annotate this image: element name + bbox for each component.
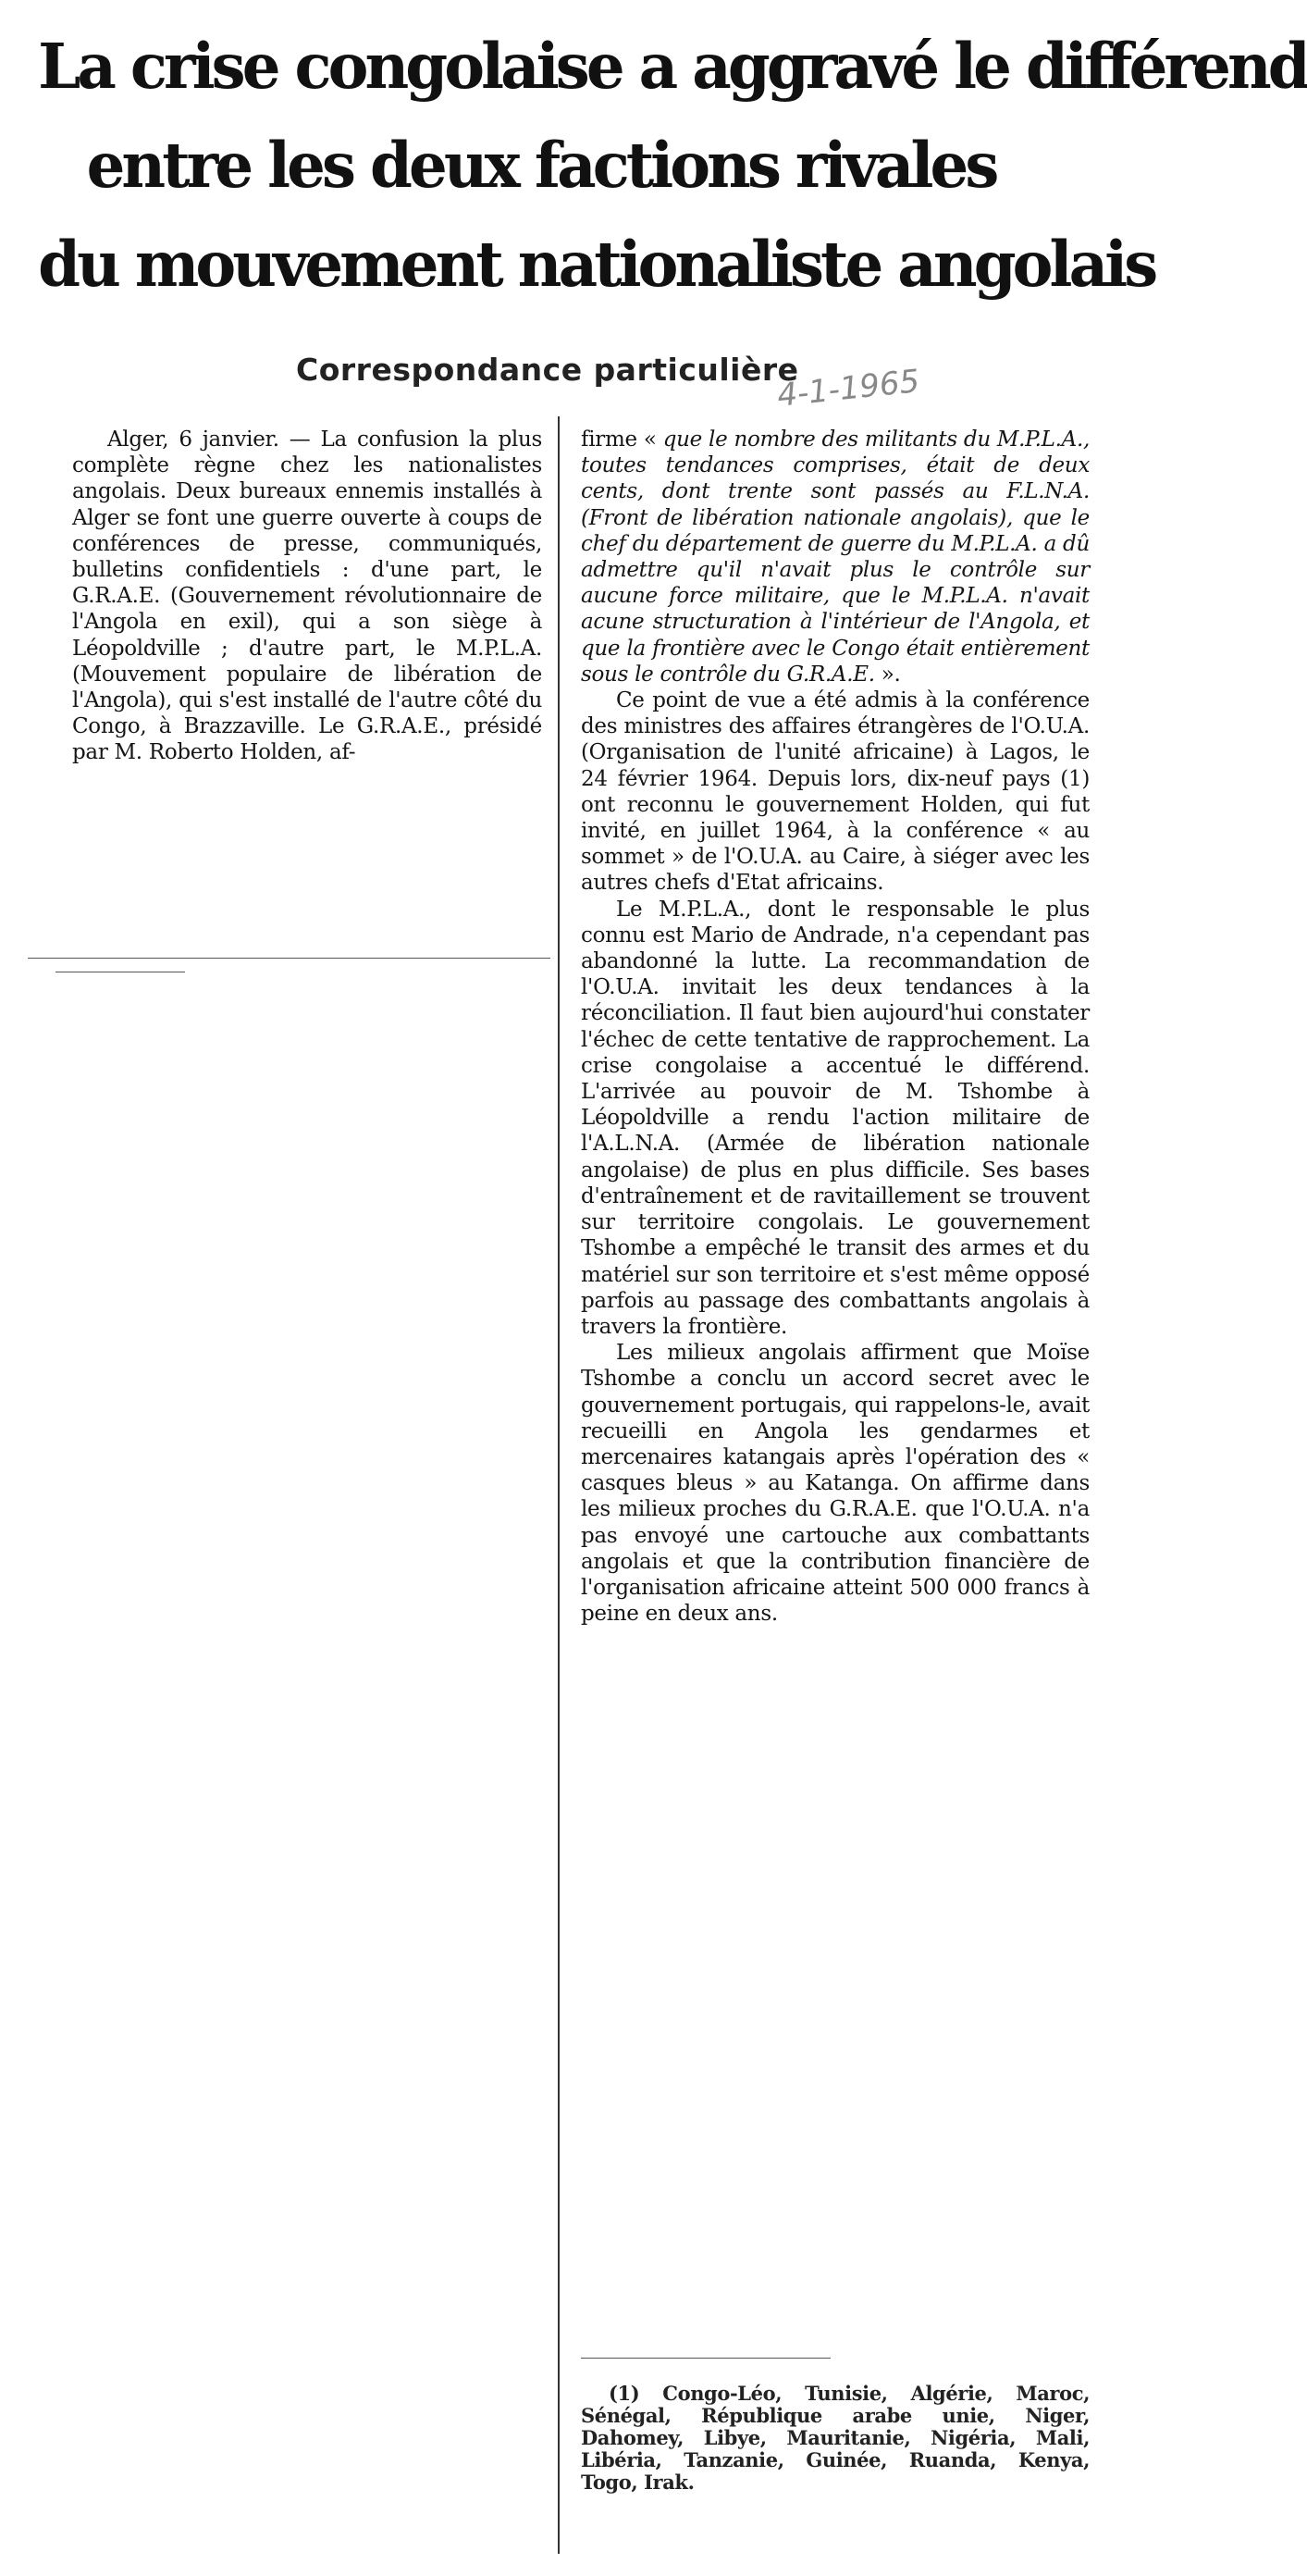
footnote-rule (581, 2358, 831, 2359)
footnote (581, 2383, 1090, 2494)
quoted-statement: que le nombre des militants du M.P.L.A., toutes tendances comprises, était de deux cents, dont trente sont passés au F.L.N.A. (Front de libération nationale angolais), que le chef du département de guerre du M.P.L.A. a dû admettre qu'il n'avait plus le contrôle sur aucune force militaire, que le M.P.L.A. n'avait acune structuration à l'intérieur de l'Angola, et que la frontière avec le Congo était entièrement sous le contrôle du G.R.A.E. (581, 427, 1091, 687)
headline-line-2: entre les deux factions rivales (86, 129, 996, 202)
column-divider (558, 416, 560, 2554)
byline: Correspondance particulière (296, 352, 799, 388)
left-column-end-rule (28, 958, 550, 959)
footnote-text: (1) Congo-Léo, Tunisie, Algérie, Maroc, Sénégal, République arabe unie, Niger, Dahomey, Libye, Mauritanie, Nigéria, Mali, Libéria, Tanzanie, Guinée, Ruanda, Kenya, Togo, Irak. (581, 2382, 1090, 2494)
headline-line-1: La crise congolaise a aggravé le différend (38, 30, 1307, 103)
right-paragraph-3: Le M.P.L.A., dont le responsable le plus connu est Mario de Andrade, n'a cependant pas abandonné la lutte. La recommandation de l'O.U.A. invitait les deux tendances à la réconciliation. Il faut bien aujourd'hui constater l'échec de cette tentative de rapprochement. La crise congolaise a accentué le différend. L'arrivée au pouvoir de M. Tshombe à Léopoldville a rendu l'action militaire de l'A.L.N.A. (Armée de libération nationale angolaise) de plus en plus difficile. Ses bases d'entraînement et de ravitaillement se trouvent sur territoire congolais. Le gouvernement Tshombe a empêché le transit des armes et du matériel sur son territoire et s'est même opposé parfois au passage des combattants angolais à travers la frontière. (581, 897, 1090, 1339)
headline-line-3: du mouvement nationaliste angolais (38, 228, 1155, 301)
right-paragraph-4: Les milieux angolais affirment que Moïse Tshombe a conclu un accord secret avec le gouvernement portugais, qui rappelons-le, avait recueilli en Angola les gendarmes et mercenaires katangais après l'opération des « casques bleus » au Katanga. On affirme dans les milieux proches du G.R.A.E. que l'O.U.A. n'a pas envoyé une cartouche aux combattants angolais et que la contribution financière de l'organisation africaine atteint 500 000 francs à peine en deux ans. (581, 1341, 1090, 1627)
left-column (72, 427, 542, 766)
left-paragraph-1: Alger, 6 janvier. — La confusion la plus complète règne chez les nationalistes angolais. Deux bureaux ennemis installés à Alger se font une guerre ouverte à coups de conférences de presse, communiqués, bulletins confidentiels : d'une part, le G.R.A.E. (Gouvernement révolutionnaire de l'Angola en exil), qui a son siège à Léopoldville ; d'autre part, le M.P.L.A. (Mouvement populaire de libération de l'Angola), qui s'est installé de l'autre côté du Congo, à Brazzaville. Le G.R.A.E., présidé par M. Roberto Holden, af- (72, 427, 542, 765)
handwritten-date: 4-1-1965 (775, 363, 921, 415)
right-column (581, 427, 1090, 1627)
right-paragraph-2: Ce point de vue a été admis à la conférence des ministres des affaires étrangères de l'O.U.A. (Organisation de l'unité africaine) à Lagos, le 24 février 1964. Depuis lors, dix-neuf pays (1) ont reconnu le gouvernement Holden, qui fut invité, en juillet 1964, à la conférence « au sommet » de l'O.U.A. au Caire, à siéger avec les autres chefs d'Etat africains. (581, 688, 1090, 896)
quote-open: firme « (581, 427, 663, 452)
headline (38, 17, 1307, 314)
quote-close: ». (874, 662, 901, 687)
right-paragraph-1 (581, 427, 1090, 687)
